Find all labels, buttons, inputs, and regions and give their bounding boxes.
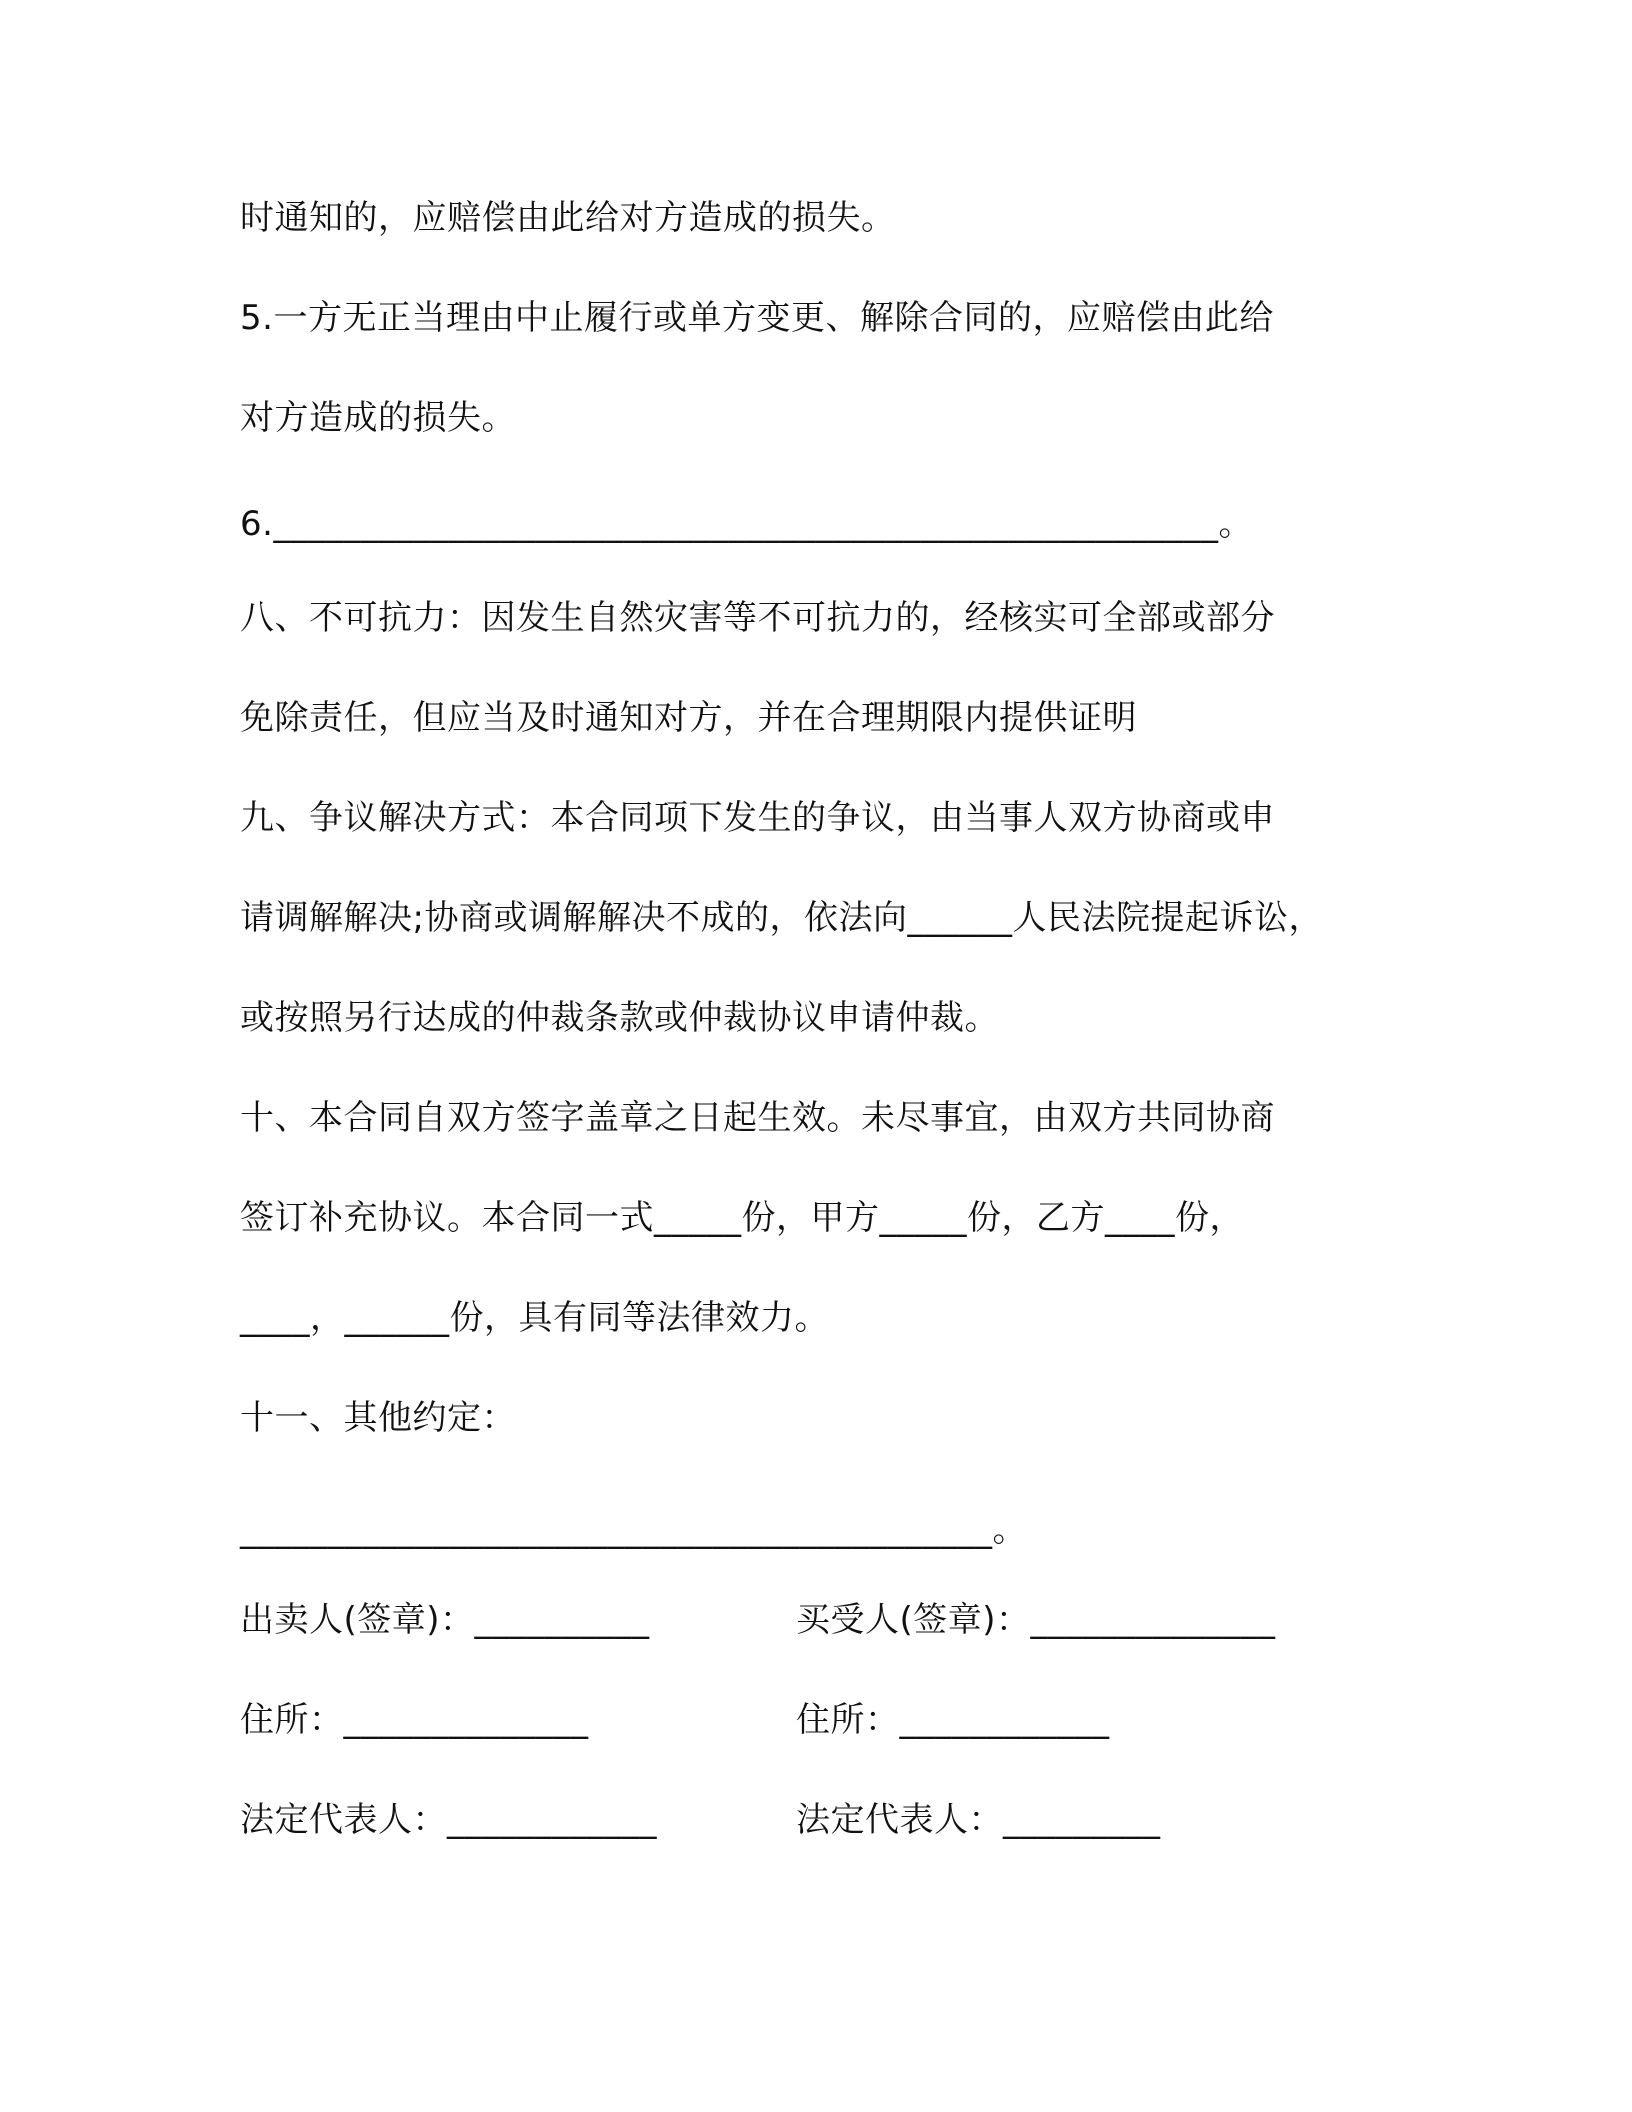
buyer-signature-field: 买受人(签章)：______________ bbox=[796, 1600, 1276, 1640]
seller-representative-field: 法定代表人：____________ bbox=[240, 1800, 657, 1840]
other-terms-blank: ___________________________________________。 bbox=[240, 1510, 1027, 1550]
clause-6-blank: 6.______________________________________________________。 bbox=[240, 504, 1253, 544]
other-terms-heading: 十一、其他约定： bbox=[240, 1398, 516, 1438]
force-majeure-line-1: 八、不可抗力：因发生自然灾害等不可抗力的，经核实可全部或部分 bbox=[240, 598, 1275, 638]
seller-signature-field: 出卖人(签章)：__________ bbox=[240, 1600, 650, 1640]
buyer-representative-field: 法定代表人：_________ bbox=[796, 1800, 1161, 1840]
clause-5-line-2: 对方造成的损失。 bbox=[240, 398, 516, 438]
effectiveness-line-3: ____，______份，具有同等法律效力。 bbox=[240, 1298, 829, 1338]
effectiveness-line-1: 十、本合同自双方签字盖章之日起生效。未尽事宜，由双方共同协商 bbox=[240, 1098, 1275, 1138]
clause-5-line-1: 5.一方无正当理由中止履行或单方变更、解除合同的，应赔偿由此给 bbox=[240, 298, 1274, 338]
dispute-line-1: 九、争议解决方式：本合同项下发生的争议，由当事人双方协商或申 bbox=[240, 798, 1275, 838]
seller-address-field: 住所：______________ bbox=[240, 1700, 589, 1740]
dispute-line-2: 请调解解决;协商或调解解决不成的，依法向______人民法院提起诉讼， bbox=[240, 898, 1323, 938]
text-line: 时通知的，应赔偿由此给对方造成的损失。 bbox=[240, 198, 896, 238]
dispute-line-3: 或按照另行达成的仲裁条款或仲裁协议申请仲裁。 bbox=[240, 998, 999, 1038]
effectiveness-line-2: 签订补充协议。本合同一式_____份，甲方_____份，乙方____份， bbox=[240, 1198, 1244, 1238]
force-majeure-line-2: 免除责任，但应当及时通知对方，并在合理期限内提供证明 bbox=[240, 698, 1137, 738]
buyer-address-field: 住所：____________ bbox=[796, 1700, 1110, 1740]
